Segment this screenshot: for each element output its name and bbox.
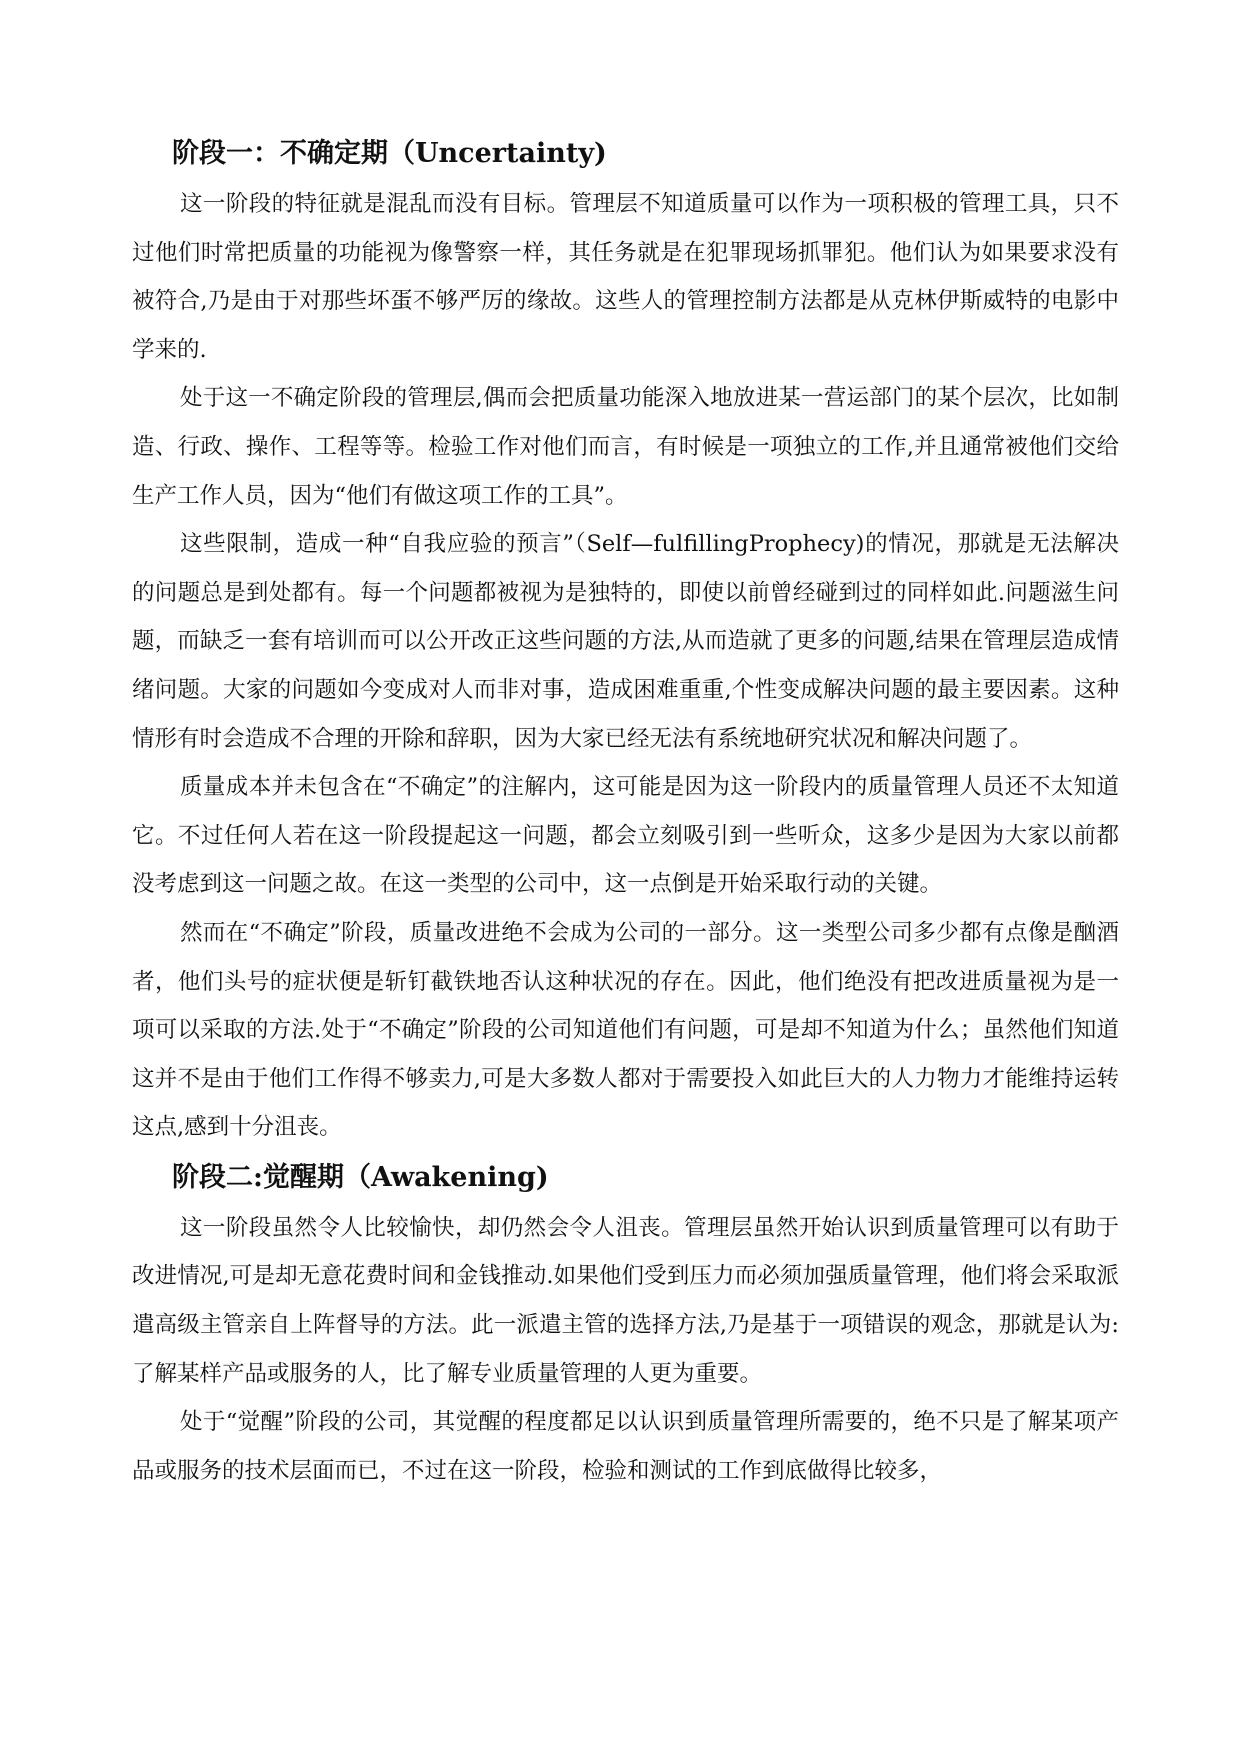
paragraph: 这些限制，造成一种“自我应验的预言”（Self—fulfillingProphecy)的情况，那就是无法解决的问题总是到处都有。每一个问题都被视为是独特的，即使以前曾经碰到过的同样如此.问题滋生问题，而缺乏一套有培训而可以公开改正这些问题的方法,从而造就了更多的问题,结果在管理层造成情绪问题。大家的问题如今变成对人而非对事，造成困难重重,个性变成解决问题的最主要因素。这种情形有时会造成不合理的开除和辞职，因为大家已经无法有系统地研究状况和解决问题了。 (132, 531, 1119, 752)
section-awakening (132, 1152, 1119, 1496)
paragraph: 处于“觉醒”阶段的公司，其觉醒的程度都足以认识到质量管理所需要的，绝不只是了解某项产品或服务的技术层面而已，不过在这一阶段，检验和测试的工作到底做得比较多， (132, 1409, 1119, 1484)
section-heading: 阶段二:觉醒期（Awakening) (172, 1161, 549, 1193)
section-heading: 阶段一：不确定期（Uncertainty) (172, 138, 607, 169)
document-page (132, 128, 1119, 1495)
section-uncertainty (132, 128, 1119, 1152)
paragraph: 质量成本并未包含在“不确定”的注解内，这可能是因为这一阶段内的质量管理人员还不太知道它。不过任何人若在这一阶段提起这一问题，都会立刻吸引到一些听众，这多少是因为大家以前都没考虑到这一问题之故。在这一类型的公司中，这一点倒是开始采取行动的关键。 (132, 774, 1119, 898)
paragraph: 这一阶段的特征就是混乱而没有目标。管理层不知道质量可以作为一项积极的管理工具，只不过他们时常把质量的功能视为像警察一样，其任务就是在犯罪现场抓罪犯。他们认为如果要求没有被符合,乃是由于对那些坏蛋不够严厉的缘故。这些人的管理控制方法都是从克林伊斯威特的电影中学来的. (132, 191, 1119, 363)
paragraph: 然而在“不确定”阶段，质量改进绝不会成为公司的一部分。这一类型公司多少都有点像是酗酒者，他们头号的症状便是斩钉截铁地否认这种状况的存在。因此，他们绝没有把改进质量视为是一项可以采取的方法.处于“不确定”阶段的公司知道他们有问题，可是却不知道为什么；虽然他们知道这并不是由于他们工作得不够卖力,可是大多数人都对于需要投入如此巨大的人力物力才能维持运转这点,感到十分沮丧。 (132, 919, 1119, 1141)
paragraph: 这一阶段虽然令人比较愉快，却仍然会令人沮丧。管理层虽然开始认识到质量管理可以有助于改进情况,可是却无意花费时间和金钱推动.如果他们受到压力而必须加强质量管理，他们将会采取派遣高级主管亲自上阵督导的方法。此一派遣主管的选择方法,乃是基于一项错误的观念，那就是认为:了解某样产品或服务的人，比了解专业质量管理的人更为重要。 (132, 1214, 1119, 1387)
paragraph: 处于这一不确定阶段的管理层,偶而会把质量功能深入地放进某一营运部门的某个层次，比如制造、行政、操作、工程等等。检验工作对他们而言，有时候是一项独立的工作,并且通常被他们交给生产工作人员，因为“他们有做这项工作的工具”。 (132, 385, 1119, 509)
